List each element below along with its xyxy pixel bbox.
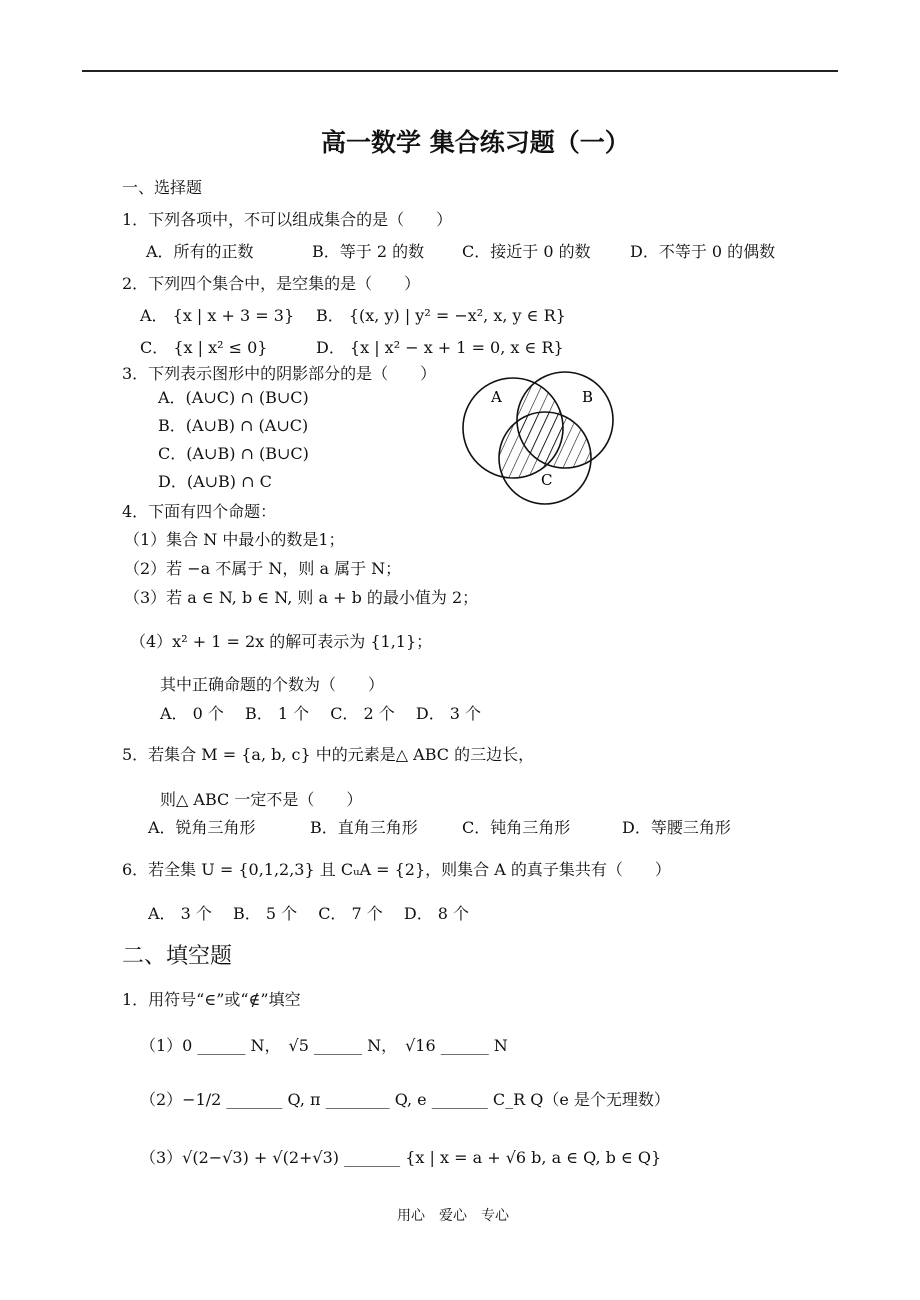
venn-label-a: A <box>491 388 502 406</box>
fill-q1-line-1: （1）0 ______ N， √5 ______ N， √16 ______ N <box>140 1036 508 1055</box>
q5-option-c: C．钝角三角形 <box>462 818 571 837</box>
venn-diagram <box>455 358 615 510</box>
venn-label-b: B <box>582 388 594 406</box>
q5-stem-2: 则△ ABC 一定不是（ ） <box>160 790 363 809</box>
q4-stem: 4．下面有四个命题： <box>122 502 277 521</box>
page-title: 高一数学 集合练习题（一） <box>321 128 630 157</box>
q4-options: A． 0 个 B． 1 个 C． 2 个 D． 3 个 <box>160 704 482 723</box>
q6-options: A． 3 个 B． 5 个 C． 7 个 D． 8 个 <box>148 904 470 923</box>
q1-option-b: B．等于 2 的数 <box>312 242 425 261</box>
page-footer: 用心 爱心 专心 <box>397 1208 509 1224</box>
q6-stem: 6．若全集 U = {0,1,2,3} 且 CᵤA = {2}，则集合 A 的真子集共有（ ） <box>122 860 671 879</box>
fill-q1-line-3: （3）√(2−√3) + √(2+√3) _______ {x | x = a + √6 b, a ∈ Q, b ∈ Q} <box>140 1148 662 1167</box>
q4-ask: 其中正确命题的个数为（ ） <box>160 675 385 694</box>
q4-proposition-1: （1）集合 N 中最小的数是1； <box>124 530 345 549</box>
q3-stem: 3．下列表示图形中的阴影部分的是（ ） <box>122 364 437 383</box>
q1-option-c: C．接近于 0 的数 <box>462 242 591 261</box>
q1-option-a: A．所有的正数 <box>146 242 254 261</box>
q5-option-d: D．等腰三角形 <box>622 818 731 837</box>
q3-option-d: D．(A∪B) ∩ C <box>158 472 272 491</box>
q1-option-d: D．不等于 0 的偶数 <box>630 242 776 261</box>
q3-option-a: A．(A∪C) ∩ (B∪C) <box>158 388 309 407</box>
section-2-heading: 二、填空题 <box>122 944 233 969</box>
q5-option-a: A．锐角三角形 <box>148 818 256 837</box>
q3-option-c: C．(A∪B) ∩ (B∪C) <box>158 444 309 463</box>
q5-option-b: B．直角三角形 <box>310 818 418 837</box>
venn-label-c: C <box>541 471 553 489</box>
q2-option-c: C． {x | x² ≤ 0} <box>140 338 268 357</box>
q3-option-b: B．(A∪B) ∩ (A∪C) <box>158 416 309 435</box>
fill-q1-line-2: （2）−1/2 _______ Q, π ________ Q, e _______ C_R Q（e 是个无理数） <box>140 1090 670 1109</box>
q2-option-d: D． {x | x² − x + 1 = 0, x ∈ R} <box>316 338 564 357</box>
section-1-heading: 一、选择题 <box>122 178 203 197</box>
q4-proposition-4: （4）x² + 1 = 2x 的解可表示为 {1,1}； <box>130 632 433 651</box>
q5-stem: 5．若集合 M = {a, b, c} 中的元素是△ ABC 的三边长， <box>122 745 535 764</box>
q1-stem: 1．下列各项中，不可以组成集合的是（ ） <box>122 210 453 229</box>
top-rule <box>82 70 838 72</box>
q4-proposition-3: （3）若 a ∈ N, b ∈ N, 则 a + b 的最小值为 2； <box>124 588 479 607</box>
q2-option-a: A． {x | x + 3 = 3} <box>140 306 295 325</box>
fill-q1-stem: 1．用符号“∈”或“∉”填空 <box>122 990 301 1009</box>
q2-stem: 2．下列四个集合中，是空集的是（ ） <box>122 274 421 293</box>
q2-option-b: B． {(x, y) | y² = −x², x, y ∈ R} <box>316 306 566 325</box>
q4-proposition-2: （2）若 −a 不属于 N，则 a 属于 N； <box>124 559 402 578</box>
